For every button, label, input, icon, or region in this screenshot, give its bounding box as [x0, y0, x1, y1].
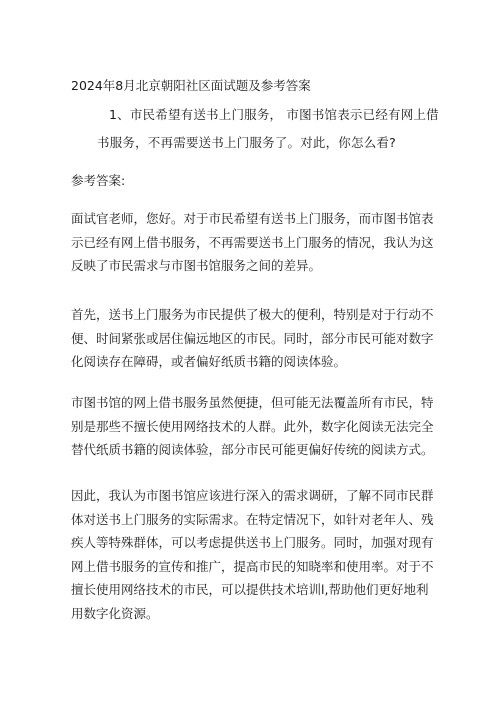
paragraph-line: 便、时间紧张或居住偏远地区的市民。同时，部分市民可能对数字 [71, 330, 434, 346]
answer-paragraph [71, 207, 433, 278]
question-line: 1、市民希望有送书上门服务， 市图书馆表示已经有网上借 [109, 107, 439, 122]
paragraph-line: 首先，送书上门服务为市民提供了极大的便利，特别是对于行动不 [71, 307, 434, 322]
paragraph-line: 市图书馆的网上借书服务虽然便捷，但可能无法覆盖所有市民，特 [71, 395, 434, 410]
answer-paragraph [71, 484, 433, 625]
paragraph-line: 网上借书服务的宣传和推广，提高市民的知晓率和使用率。对于不 [71, 558, 434, 574]
answer-paragraph [71, 391, 433, 462]
answer-label: 参考答案: [71, 173, 126, 188]
paragraph-line: 别是那些不擅长使用网络技术的人群。此外，数字化阅读无法完全 [71, 418, 434, 434]
paragraph-line: 体对送书上门服务的实际需求。在特定情况下，如针对老年人、残 [71, 511, 434, 527]
paragraph-line: 化阅读存在障碍，或者偏好纸质书籍的阅读体验。 [71, 354, 347, 369]
paragraph-line: 示已经有网上借书服务，不再需要送书上门服务的情况，我认为这 [71, 234, 434, 250]
answer-paragraph [71, 303, 433, 374]
paragraph-line: 面试官老师，您好。对于市民希望有送书上门服务，而市图书馆表 [71, 211, 434, 226]
paragraph-line: 因此，我认为市图书馆应该进行深入的需求调研，了解不同市民群 [71, 488, 434, 503]
paragraph-line: 擅长使用网络技术的市民，可以提供技术培训l,帮助他们更好地利 [71, 582, 429, 597]
question-block [97, 101, 439, 157]
paragraph-line: 替代纸质书籍的阅读体验，部分市民可能更偏好传统的阅读方式。 [71, 442, 434, 457]
paragraph-line: 疾人等特殊群体，可以考虑提供送书上门服务。同时，加强对现有 [71, 535, 434, 550]
document-title: 2024年8月北京朝阳社区面试题及参考答案 [71, 78, 311, 93]
paragraph-line: 反映了市民需求与市图书馆服务之间的差异。 [71, 258, 322, 273]
question-line: 书服务，不再需要送书上门服务了。对此，你怎么看? [97, 135, 396, 150]
paragraph-line: 用数字化资源。 [71, 605, 159, 621]
